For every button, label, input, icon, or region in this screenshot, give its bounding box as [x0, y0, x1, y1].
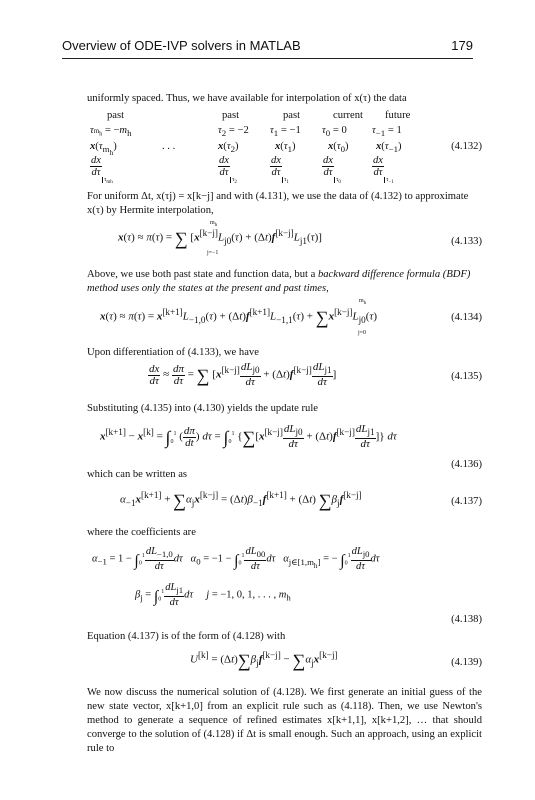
eq-number-4136: (4.136)	[451, 459, 482, 470]
paragraph-4: Upon differentiation of (4.133), we have	[87, 347, 259, 358]
sum-upper-4133: $m_h$	[210, 220, 218, 229]
tau-row-2: $\tau_2 = -2$	[218, 125, 249, 139]
eq-number-4138: (4.138)	[451, 614, 482, 625]
paragraph-3-method: method uses only the states at the present and past times,	[87, 283, 329, 294]
sum-lower-4133: j=−1	[207, 250, 219, 256]
paragraph-2: For uniform Δt, x(τj) = x[k−j] and with (4.131), we use the data of (4.132) to approximate x(τ) by Hermite interpolation,	[87, 191, 469, 216]
paragraph-7: where the coefficients are	[87, 527, 196, 538]
paragraph-8: Equation (4.137) is of the form of (4.128) with	[87, 631, 286, 642]
tau-row-mh: $\tau m_h = -m_h$	[90, 125, 132, 139]
paragraph-1: uniformly spaced. Thus, we have available for interpolation of x(τ) the data	[87, 93, 407, 104]
eq-number-4133: (4.133)	[451, 236, 482, 247]
table-header-current: current	[333, 110, 363, 121]
table-header-past-1: past	[107, 110, 125, 121]
tau-row-0: $\tau_0 = 0$	[322, 125, 347, 139]
equation-4133: x(τ) ≈ π(τ) = ∑ $[x[k-j]L_{j0}(\tau) + (\Delta t)f[k-j]L_{j1}(\tau)]$	[118, 228, 322, 249]
equation-4136: $x[k+1] - x[k] = \int_0^1$ ( $\frac{d\pi}{dt}$ ) $d\tau = \int_0^1$ {∑[x[k−j] $\frac{dL_{j0}}{d\tau}$ + (Δt)f[k−j] $\frac{dL_{j1}}{d\tau}$ ]} dτ	[100, 423, 397, 451]
paragraph-3-start: Above, we use both past state and function data, but a	[87, 269, 316, 280]
paragraph-3-bdf: backward difference formula (BDF)	[317, 269, 471, 280]
equation-4138-line-1: $\alpha_{-1} = 1 - \int_0^1$ $\frac{dL_{-1,0}}{d\tau}$ dτ $\alpha_0 = -1 - \int_0^1$ $\frac{dL_{00}}{d\tau}$ dτ $\alpha_{j\in[1,m_h]}$ = − $\int_0^1$ $\frac{dL_{j0}}{d\tau}$ dτ	[92, 546, 380, 573]
x-row-future: $x(\tau_{-1})$	[376, 141, 402, 155]
chapter-title: Overview of ODE-IVP solvers in MATLAB	[62, 38, 301, 53]
paragraph-9: We now discuss the numerical solution of (4.128). We first generate an initial guess of the new state vector, x[k+1,0] from an explicit rule such as (4.118). Then, we use Newton's method to generate a sequence of refined estimates x[k+1,1], x[k+1,2], … that should converge to the solution of (4.128) if Δt is small enough. Such an approach, using an explicit rule to	[87, 687, 482, 754]
x-row-0: $x(\tau_0)$	[328, 141, 349, 155]
eq-number-4139: (4.139)	[451, 657, 482, 668]
paragraph-5: Substituting (4.135) into (4.130) yields the update rule	[87, 403, 318, 414]
x-row-dots: . . .	[162, 141, 176, 152]
page-number: 179	[451, 38, 473, 53]
equation-4137: $\alpha_{-1}x[k+1] + \sum\alpha_jx[k-j] = (\Delta t)\beta_{-1}f[k+1] + (\Delta t)$ $\sum\beta_jf[k-j]$	[120, 490, 362, 511]
table-header-future: future	[385, 110, 411, 121]
table-header-past-2: past	[222, 110, 240, 121]
equation-4138-line-2: $\beta_j = \int_0^1$ $\frac{dL_{j1}}{d\tau}$ dτ j = −1, 0, 1, . . . , $m_h$	[135, 582, 291, 609]
table-header-past-3: past	[283, 110, 301, 121]
equation-4139: $U[k] = (\Delta t)\sum\beta_jf[k-j] - \sum\alpha_jx[k-j]$	[190, 650, 338, 671]
dx-row-mh: $\frac{dx}{d\tau}$ $_{\tau_{mh}}$	[91, 155, 113, 186]
tau-row-1: $\tau_1 = -1$	[270, 125, 301, 139]
eq-number-4135: (4.135)	[451, 371, 482, 382]
equation-4134: $x(\tau) \approx \pi(\tau) = x[k+1]L_{-1,0}(\tau) + (\Delta t)f[k+1]L_{-1,1}(\tau) + \sum x[k-j]L_{j0}(\tau)$	[100, 307, 377, 328]
sum-lower-4134: j=0	[358, 330, 367, 336]
dx-row-0: $\frac{dx}{d\tau}$ $_{\tau_0}$	[323, 155, 341, 186]
running-header	[62, 38, 473, 58]
paragraph-3	[87, 268, 482, 296]
sum-upper-4134: $m_h$	[359, 298, 367, 307]
tau-row-future: $\tau_{-1} = 1$	[372, 125, 402, 139]
x-row-2: $x(\tau_2)$	[218, 141, 239, 155]
eq-number-4132: (4.132)	[451, 141, 482, 152]
dx-row-future: $\frac{dx}{d\tau}$ $_{\tau_{-1}}$	[373, 155, 394, 186]
header-rule	[62, 58, 473, 59]
paragraph-6: which can be written as	[87, 469, 188, 480]
eq-number-4137: (4.137)	[451, 496, 482, 507]
x-row-1: $x(\tau_1)$	[275, 141, 296, 155]
x-row-mh: $x(\tau_{m_h})$	[90, 141, 117, 157]
dx-row-1: $\frac{dx}{d\tau}$ $_{\tau_1}$	[271, 155, 289, 186]
equation-4135: $\frac{dx}{d\tau}$ ≈ $\frac{d\pi}{d\tau}$ = ∑ [x[k−j] $\frac{dL_{j0}}{d\tau}$ + (Δt)f[k−j] $\frac{dL_{j1}}{d\tau}$ ]	[149, 361, 337, 389]
dx-row-2: $\frac{dx}{d\tau}$ $_{\tau_2}$	[219, 155, 237, 186]
eq-number-4134: (4.134)	[451, 312, 482, 323]
